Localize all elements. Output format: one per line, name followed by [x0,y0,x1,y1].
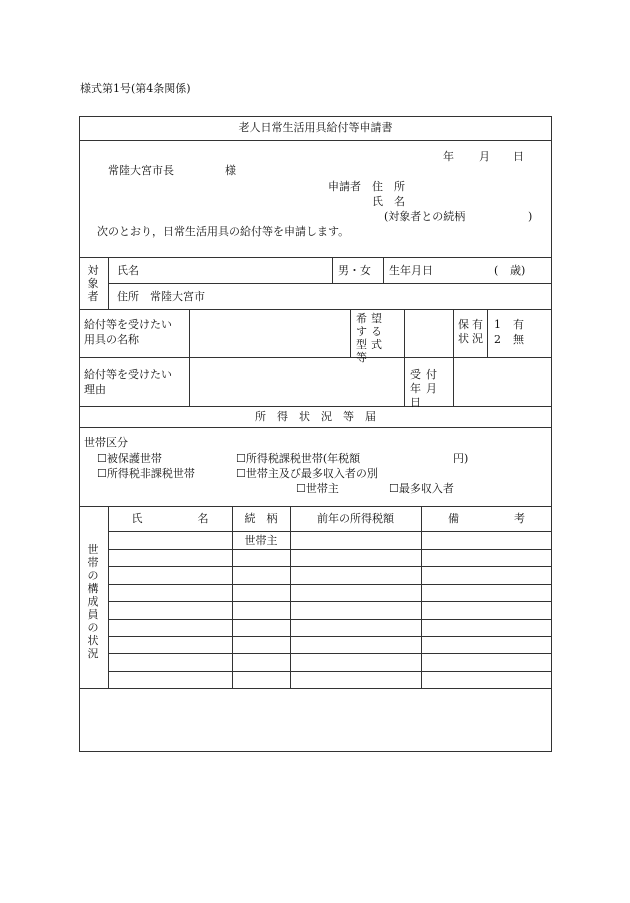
gender-birth-divider [383,257,384,283]
option-head-or-max-earner: ☐世帯主及び最多収入者の別 [236,467,378,480]
age-label: 歳) [510,264,526,277]
option-nontaxed-household: ☐所得税非課税世帯 [97,467,195,480]
option-household-head: ☐世帯主 [296,482,339,495]
relation-close: ) [528,210,533,223]
members-bottom-divider [79,688,552,689]
members-row-line [108,549,552,550]
members-label-divider [108,506,109,688]
form-title: 老人日常生活用具給付等申請書 [238,121,393,134]
members-status-label: 世帯の構成員の状況 [87,543,99,660]
owned-option-1-num: 1 [494,318,501,331]
reason-divider [79,406,552,407]
owned-status-label: 保有状況 [458,318,486,345]
desired-model-label: 希望する型式等 [356,312,386,364]
subject-row-divider [108,283,552,284]
members-row-line [108,653,552,654]
first-row-relation: 世帯主 [244,534,278,547]
yen-label: 円) [453,452,469,465]
applicant-address-label: 住 所 [372,180,405,193]
option-max-earner: ☐最多収入者 [389,482,454,495]
form-frame [79,116,552,752]
subject-label: 対象者 [87,264,99,303]
option-taxed-household: ☐所得税課税世帯(年税額 [236,452,361,465]
subject-label-divider [108,257,109,309]
col-header-tax: 前年の所得税額 [317,512,394,525]
subject-divider [79,309,552,310]
members-row-line [108,671,552,672]
age-open: ( [494,264,499,277]
owned-label-left [453,309,454,406]
subject-address-label: 住所 [117,290,139,303]
reason-label-line2: 理由 [84,383,106,396]
birthdate-label: 生年月日 [389,264,433,277]
equipment-label-divider [189,309,190,406]
members-col-relation-right [290,506,291,688]
date-year-label: 年 [443,150,454,163]
equipment-name-label-line1: 給付等を受けたい [84,318,172,331]
subject-address-value: 常陸大宮市 [150,290,205,303]
reason-label-line1: 給付等を受けたい [84,368,172,381]
members-row-line [108,566,552,567]
received-date-label: 受付年月日 [410,368,442,409]
option-welfare-household: ☐被保護世帯 [97,452,162,465]
members-row-line [108,619,552,620]
household-type-label: 世帯区分 [84,436,128,449]
col-header-notes: 備 考 [448,512,525,525]
date-day-label: 日 [513,150,524,163]
owned-option-2-num: 2 [494,333,501,346]
honorific: 様 [225,164,236,177]
members-row-line [108,584,552,585]
model-label-right [404,309,405,406]
members-col-tax-right [421,506,422,688]
addressee: 常陸大宮市長 [108,164,174,177]
income-header-divider [79,427,552,428]
form-number: 様式第1号(第4条関係) [80,82,191,95]
owned-option-2-text: 無 [513,333,524,346]
date-month-label: 月 [479,150,490,163]
owned-option-1-text: 有 [513,318,524,331]
members-row-line [108,601,552,602]
title-divider [79,140,552,141]
name-gender-divider [332,257,333,283]
equipment-name-label-line2: 用具の名称 [84,333,139,346]
col-header-name: 氏 名 [131,512,209,525]
household-divider [79,506,552,507]
members-row-line [108,531,552,532]
applicant-label: 申請者 [328,180,361,193]
subject-name-label: 氏名 [117,264,139,277]
header-divider [79,257,552,258]
relation-label: (対象者との続柄 [384,210,466,223]
model-label-left [350,309,351,357]
members-row-line [108,636,552,637]
equipment-divider [79,357,552,358]
income-status-header: 所 得 状 況 等 届 [255,410,376,423]
application-statement: 次のとおり，日常生活用具の給付等を申請します。 [97,225,350,238]
col-header-relation: 続 柄 [244,512,278,525]
applicant-name-label: 氏 名 [372,195,405,208]
gender-options: 男・女 [338,264,371,277]
